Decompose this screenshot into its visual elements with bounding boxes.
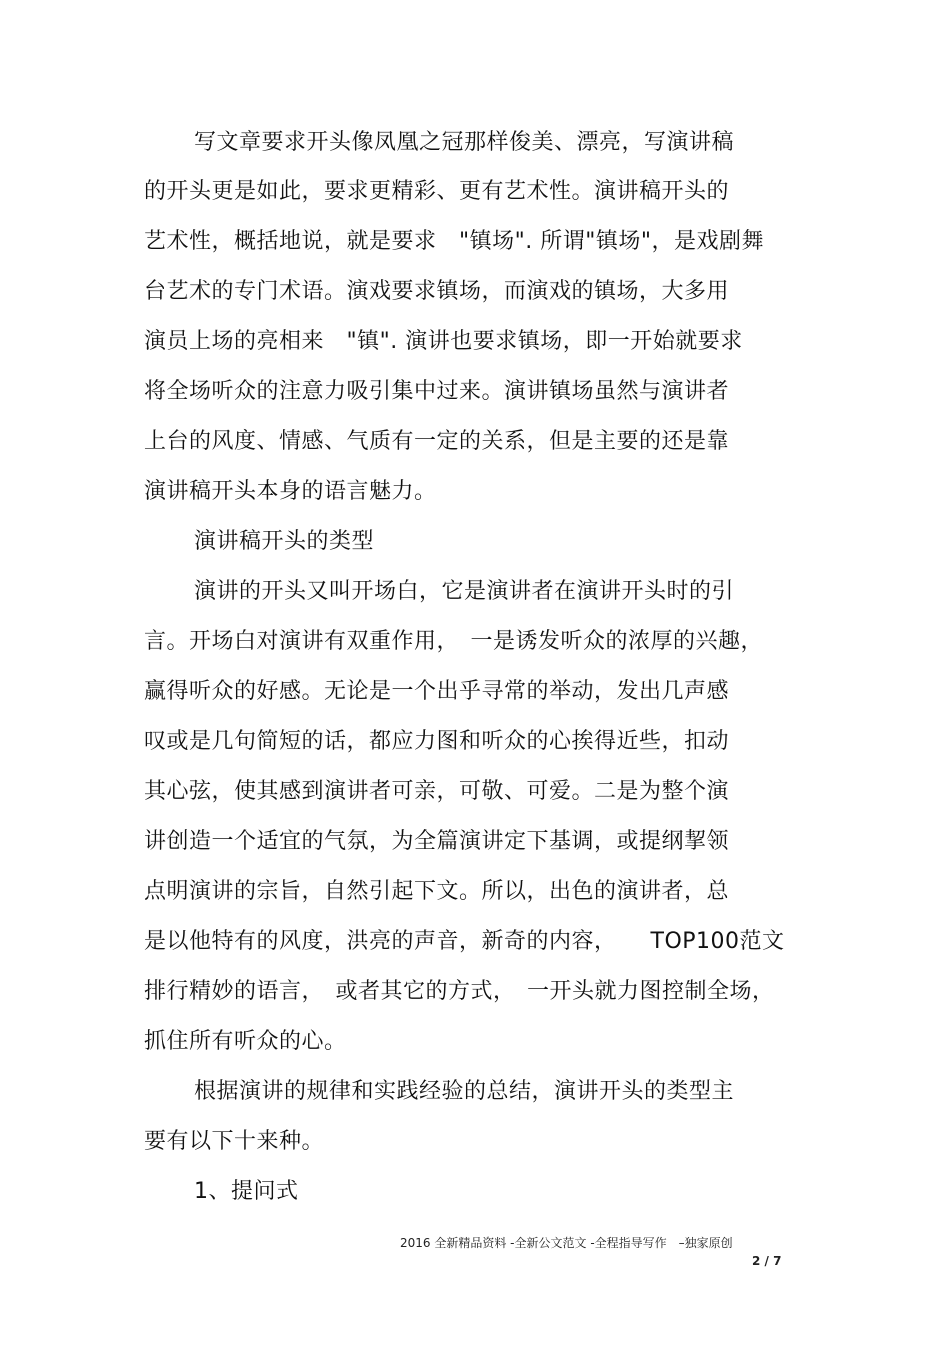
text-line: 是以他特有的风度，洪亮的声音，新奇的内容， TOP100范文: [144, 929, 785, 954]
text-line: 演讲稿开头本身的语言魅力。: [144, 479, 437, 504]
text-line: 其心弦，使其感到演讲者可亲，可敬、可爱。二是为整个演: [144, 779, 730, 804]
text-line: 点明演讲的宗旨，自然引起下文。所以，出色的演讲者，总: [144, 879, 730, 904]
text-line: 艺术性，概括地说，就是要求 "镇场". 所谓"镇场"，是戏剧舞: [144, 229, 764, 254]
text-line: 上台的风度、情感、气质有一定的关系，但是主要的还是靠: [144, 429, 730, 454]
page-number: 2 / 7: [752, 1254, 782, 1268]
text-line: 写文章要求开头像凤凰之冠那样俊美、漂亮，写演讲稿: [194, 130, 735, 155]
text-line: 排行精妙的语言， 或者其它的方式， 一开头就力图控制全场，: [144, 979, 775, 1004]
text-line: 抓住所有听众的心。: [144, 1029, 347, 1054]
text-line: 将全场听众的注意力吸引集中过来。演讲镇场虽然与演讲者: [144, 379, 730, 404]
footer-text: 2016 全新精品资料 -全新公文范文 -全程指导写作 –独家原创: [400, 1236, 733, 1250]
text-line: 的开头更是如此，要求更精彩、更有艺术性。演讲稿开头的: [144, 179, 730, 204]
text-line: 言。开场白对演讲有双重作用， 一是诱发听众的浓厚的兴趣，: [144, 629, 764, 654]
text-line: 要有以下十来种。: [144, 1129, 325, 1154]
text-line: 演讲的开头又叫开场白，它是演讲者在演讲开头时的引: [194, 579, 735, 604]
text-line: 演员上场的亮相来 "镇". 演讲也要求镇场，即一开始就要求: [144, 329, 743, 354]
list-item-heading: 1、提问式: [194, 1179, 299, 1204]
text-line: 讲创造一个适宜的气氛，为全篇演讲定下基调，或提纲挈领: [144, 829, 730, 854]
text-line: 叹或是几句简短的话，都应力图和听众的心挨得近些，扣动: [144, 729, 730, 754]
text-line: 根据演讲的规律和实践经验的总结，演讲开头的类型主: [194, 1079, 735, 1104]
text-line: 赢得听众的好感。无论是一个出乎寻常的举动，发出几声感: [144, 679, 730, 704]
text-line: 台艺术的专门术语。演戏要求镇场，而演戏的镇场，大多用: [144, 279, 730, 304]
section-heading: 演讲稿开头的类型: [194, 529, 375, 554]
